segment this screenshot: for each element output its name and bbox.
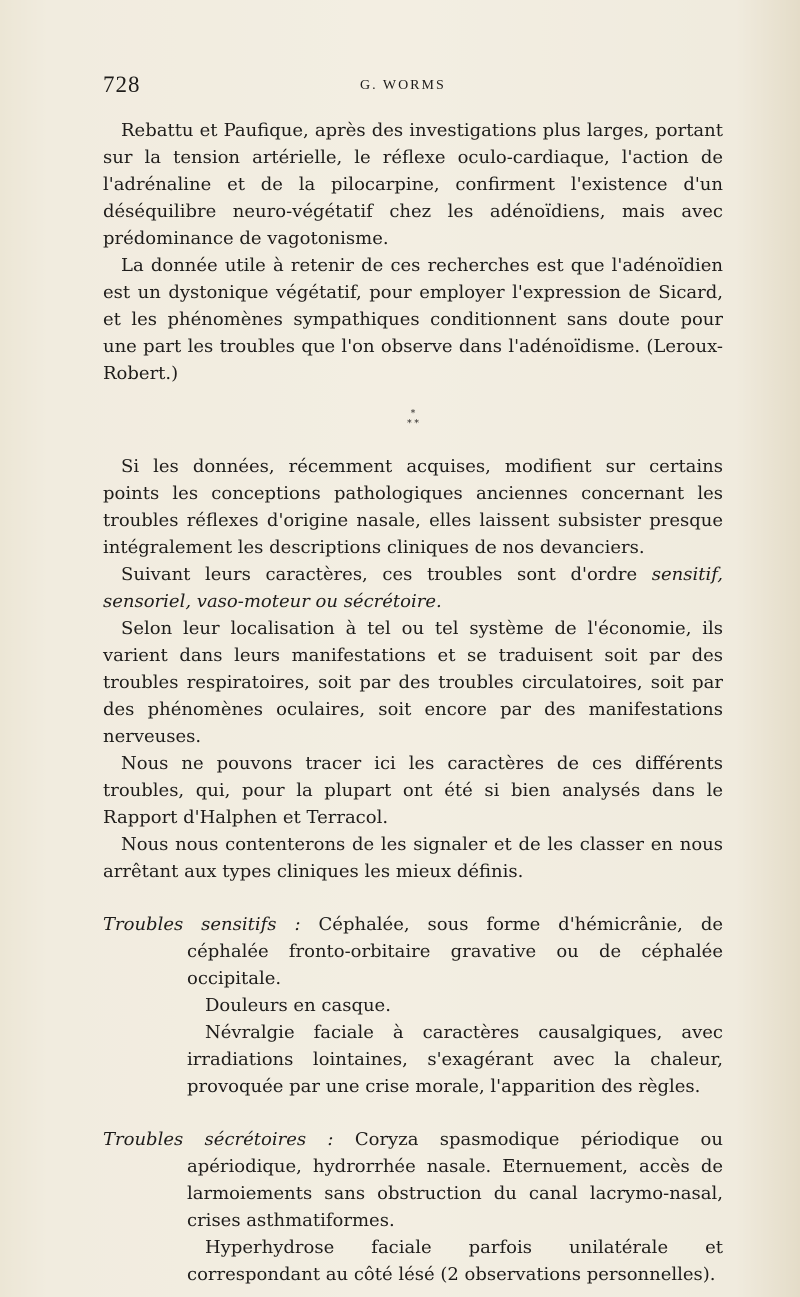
body-text <box>103 117 723 1288</box>
sensitifs-item-nevralgie: Névralgie faciale à caractères causalgiques, avec irradiations lointaines, s'exagérant avec la chaleur, provoquée par une crise morale, l'apparition des règles. <box>187 1022 723 1097</box>
separator-top: * <box>410 409 416 419</box>
paragraph-7: Nous nous contenterons de les signaler et de les classer en nous arrêtant aux types cliniques les mieux définis. <box>103 834 723 882</box>
sensitifs-item-douleurs: Douleurs en casque. <box>205 995 391 1016</box>
separator-bottom: * * <box>407 419 419 429</box>
paragraph-3: Si les données, récemment acquises, modifient sur certains points les conceptions pathologiques anciennes concernant les troubles réflexes d'origine nasale, elles laissent subsister presque intégralement les descriptions cliniques de nos devanciers. <box>103 456 723 558</box>
page-header <box>103 72 723 98</box>
section-text-sensitifs: Céphalée, sous forme d'hémicrânie, de céphalée fronto-orbitaire gravative ou de céphalée occipitale. <box>187 914 723 989</box>
paragraph-2: La donnée utile à retenir de ces recherches est que l'adénoïdien est un dystonique végétatif, pour employer l'expression de Sicard, et les phénomènes sympathiques conditionnent sans doute pour une part les troubles que l'on observe dans l'adénoïdisme. (Leroux-Robert.) <box>103 255 723 384</box>
section-text-secretoires: Coryza spasmodique périodique ou apériodique, hydrorrhée nasale. Eternuement, accès de larmoiements sans obstruction du canal lacrymo-nasal, crises asthmatiformes. <box>187 1129 723 1231</box>
secretoires-item-hyperhydrose: Hyperhydrose faciale parfois unilatérale et correspondant au côté lésé (2 observations personnelles). <box>187 1237 723 1285</box>
section-label-sensitifs: Troubles sensitifs : <box>103 914 301 935</box>
section-label-secretoires: Troubles sécrétoires : <box>103 1129 334 1150</box>
section-troubles-sensitifs <box>103 911 723 1100</box>
paragraph-1: Rebattu et Paufique, après des investigations plus larges, portant sur la tension artérielle, le réflexe oculo-cardiaque, l'action de l'adrénaline et de la pilocarpine, confirment l'existence d'un déséquilibre neuro-végétatif chez les adénoïdiens, mais avec prédominance de vagotonisme. <box>103 120 723 249</box>
running-head: G. WORMS <box>360 78 446 93</box>
paragraph-4-italic: sensitif, sensoriel, vaso-moteur ou sécrétoire. <box>103 564 723 612</box>
paragraph-6: Nous ne pouvons tracer ici les caractères de ces différents troubles, qui, pour la plupart ont été si bien analysés dans le Rapport d'Halphen et Terracol. <box>103 753 723 828</box>
section-troubles-secretoires <box>103 1126 723 1288</box>
paragraph-4-lead: Suivant leurs caractères, ces troubles sont d'ordre <box>121 564 638 585</box>
page-number: 728 <box>103 72 141 97</box>
paragraph-4 <box>103 561 723 615</box>
section-separator <box>103 409 723 429</box>
paragraph-5: Selon leur localisation à tel ou tel système de l'économie, ils varient dans leurs manifestations et se traduisent soit par des troubles respiratoires, soit par des troubles circulatoires, soit par des phénomènes oculaires, soit encore par des manifestations nerveuses. <box>103 618 723 747</box>
